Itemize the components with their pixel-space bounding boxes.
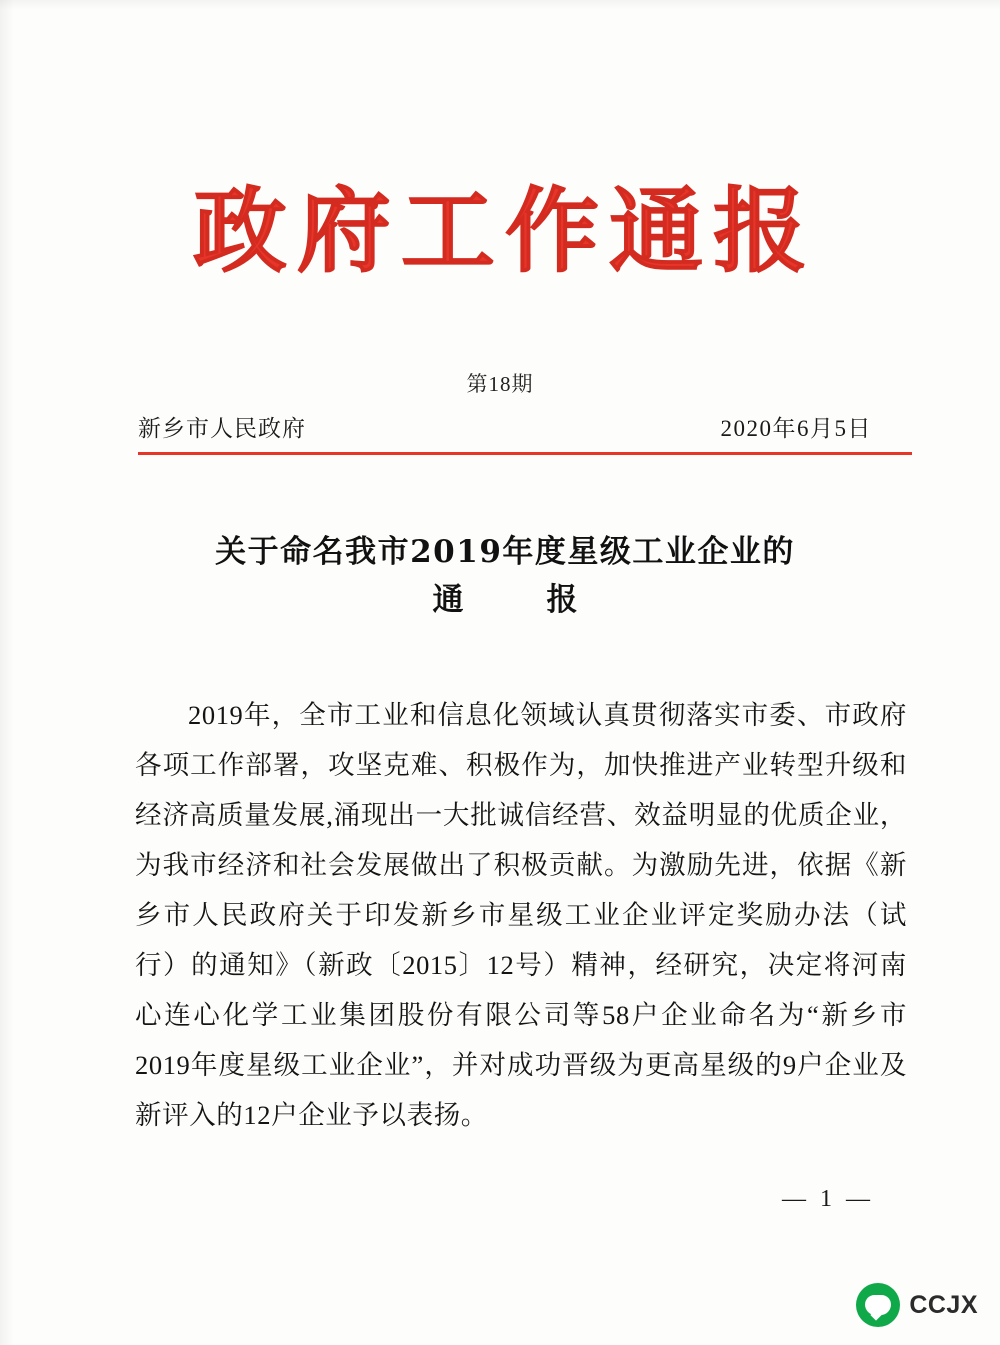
scan-edge-top [0,0,1000,10]
body-paragraph: 2019年，全市工业和信息化领域认真贯彻落实市委、市政府各项工作部署，攻坚克难、积极作为，加快推进产业转型升级和经济高质量发展,涌现出一大批诚信经营、效益明显的优质企业，为我市经济和社会发展做出了积极贡献。为激励先进，依据《新乡市人民政府关于印发新乡市星级工业企业评定奖励办法（试行）的通知》（新政〔2015〕12号）精神，经研究，决定将河南心连心化学工业集团股份有限公司等58户企业命名为“新乡市2019年度星级工业企业”，并对成功晋级为更高星级的9户企业及新评入的12户企业予以表扬。 [135,700,907,1130]
masthead [0,177,1000,285]
masthead-meta-row [138,410,872,443]
wechat-logo-icon [856,1283,900,1327]
page-number: — 1 — [782,1186,874,1212]
watermark-badge [856,1283,978,1327]
document-title-line-1: 关于命名我市2019年度星级工业企业的 [215,534,795,570]
document-title-line-2: 通 报 [432,582,604,619]
issue-date: 2020年6月5日 [720,416,872,441]
issue-number: 第18期 [466,372,534,396]
document-body [135,690,907,1140]
document-title [150,528,860,624]
masthead-title: 政府工作通报 [192,177,818,285]
red-divider-rule [138,452,912,455]
issuing-authority: 新乡市人民政府 [138,416,306,441]
watermark-label: CCJX [909,1290,978,1319]
